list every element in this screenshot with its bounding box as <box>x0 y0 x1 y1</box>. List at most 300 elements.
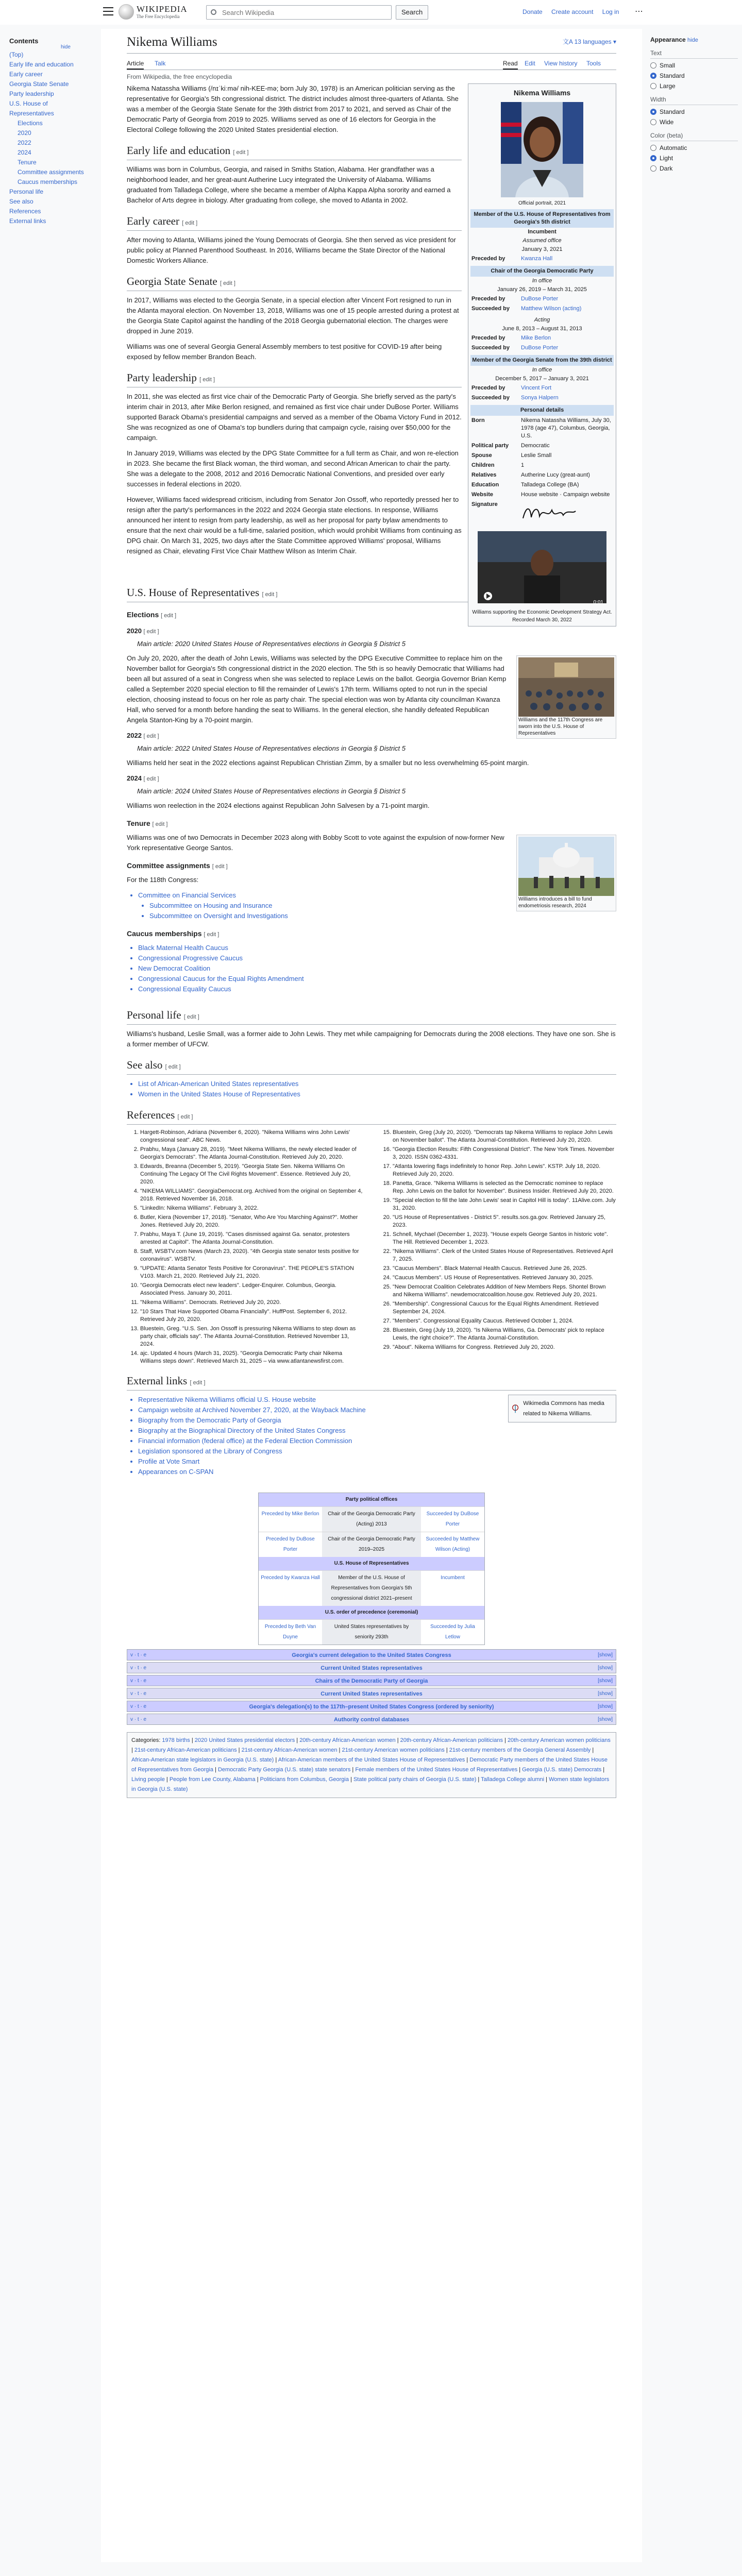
navbox-vte-links[interactable]: v · t · e <box>130 1691 147 1697</box>
chair-in-office: In office <box>532 278 552 284</box>
see-also-item[interactable]: • List of African-American United States representatives <box>138 1079 616 1089</box>
video-caption: Williams supporting the Economic Development Strategy Act. Recorded March 30, 2022 <box>472 609 612 623</box>
navbox <box>127 1714 616 1725</box>
party-paragraph-3: However, Williams faced widespread criticism, including from Senator Jon Ossoff, who reportedly pressed her to resign after the party's performances in the 2022 and 2024 Georgia state elections. In response, Williams announced her intent to resign from party leadership, as well as her proposal for party bylaw amendments to ensure that the next chair would be a full-time, salaried position, which would prohibit Williams from continuing as DPG chair. On March 31, 2025, two days after the State Committee approved Williams' proposal, Williams resigned as Chair, elevating First Vice Chair Matthew Wilson as Interim Chair. <box>127 496 462 555</box>
heading-2020 <box>127 626 616 637</box>
external-link-item[interactable]: • Biography at the Biographical Directory of the United States Congress <box>138 1426 616 1436</box>
interim-succeeded-value[interactable]: DuBose Porter <box>521 345 559 351</box>
edit-link[interactable]: [ edit ] <box>199 377 215 383</box>
reference-item: 15. Bluestein, Greg (July 20, 2020). "Democrats tap Nikema Williams to replace John Lewis on November ballot". The Atlanta Journal-Constitution. Retrieved July 20, 2020. <box>393 1129 616 1144</box>
succession-row <box>259 1570 484 1606</box>
heading-text: Early life and education <box>127 144 231 157</box>
heading-text: Georgia State Senate <box>127 275 217 287</box>
category-link[interactable]: 2020 United States presidential electors <box>194 1737 295 1743</box>
heading-personal-life <box>127 1010 616 1025</box>
navbox-show-toggle[interactable]: [show] <box>598 1717 613 1722</box>
committee-intro: For the 118th Congress: <box>127 876 199 884</box>
chair-succeeded-value[interactable]: Matthew Wilson (acting) <box>521 306 582 312</box>
edit-link[interactable]: [ edit ] <box>220 280 235 286</box>
toc-item[interactable]: Early life and education <box>9 61 74 68</box>
category-link[interactable]: African-American members of the United States House of Representatives <box>278 1757 465 1763</box>
category-link[interactable]: State political party chairs of Georgia (U.S. state) <box>353 1776 477 1783</box>
navbox-show-toggle[interactable]: [show] <box>598 1665 613 1671</box>
senate-paragraph-1: In 2017, Williams was elected to the Georgia Senate, in a special election after Vincent Fort resigned to run in the Atlanta mayoral election. On November 13, 2018, Williams was one of 15 people arrested during a protest at the Georgia State Capitol against the handling of the 2018 Georgia gubernatorial election. The charges were dropped in June 2019. <box>127 296 459 335</box>
preceded-label: Preceded by <box>471 256 505 262</box>
chair-succeeded-row <box>470 304 614 314</box>
infobox-row-label: Relatives <box>471 472 497 478</box>
succession-office: United States representatives by seniority 293th <box>322 1620 421 1645</box>
navboxes <box>127 1649 616 1725</box>
navbox-vte-links[interactable]: v · t · e <box>130 1665 147 1671</box>
heading-see-also <box>127 1060 616 1075</box>
personal-life-paragraph: Williams's husband, Leslie Small, was a former aide to John Lewis. They met while campaigning for Democrats during the 2008 elections. They have one son. She is a former member of UFCW. <box>127 1030 616 1048</box>
intro-paragraph: Nikema Natassha Williams (/nɪˈkiːmə/ nih-KEE-mə; born July 30, 1978) is an American politician serving as the representative for Georgia's 5th congressional district. The district includes almost three-quarters of Atlanta. She was a member of the Georgia State Senate for the 39th district from 2017 to 2021, and served as Chair of the Democratic Party of Georgia from 2019 to 2025. Williams served as one of 16 electors for Georgia in the Electoral College following the 2020 United States presidential election. <box>127 84 459 133</box>
elections-2024-paragraph: Williams won reelection in the 2024 elections against Republican John Salvesen by a 71-point margin. <box>127 802 430 809</box>
tab-read[interactable]: Read <box>503 60 518 70</box>
succession-row <box>259 1619 484 1645</box>
tab-article[interactable]: Article <box>127 60 144 70</box>
heading-text: U.S. House of Representatives <box>127 586 260 599</box>
radio-button[interactable] <box>650 73 656 79</box>
radio-option[interactable] <box>650 108 738 115</box>
personal-tools <box>515 8 619 15</box>
reference-item: 22. "Nikema Williams". Clerk of the United States House of Representatives. Retrieved April 7, 2025. <box>393 1248 616 1263</box>
interim-preceded-value[interactable]: Mike Berlon <box>521 335 551 341</box>
category-link[interactable]: 21st-century members of the Georgia General Assembly <box>449 1747 591 1753</box>
radio-button[interactable] <box>650 62 656 69</box>
wikipedia-globe-logo[interactable] <box>119 4 134 20</box>
appearance-hide-button[interactable]: hide <box>687 37 698 43</box>
color-options <box>650 144 738 172</box>
create-account-link[interactable]: Create account <box>551 8 594 15</box>
edit-link[interactable]: [ edit ] <box>143 733 159 739</box>
reference-item: 10. "Georgia Democrats elect new leaders". Ledger-Enquirer. Columbus, Georgia. Associated Press. January 30, 2011. <box>140 1282 364 1297</box>
infobox-row-value: Nikema Natassha Williams, July 30, 1978 (age 47), Columbus, Georgia, U.S. <box>521 417 611 439</box>
toc-item[interactable]: External links <box>9 217 46 225</box>
width-options <box>650 108 738 126</box>
toc-item[interactable]: Tenure <box>18 159 37 166</box>
preceded-label: Preceded by <box>471 385 505 391</box>
category-list: 1978 births | 2020 United States presidential electors | 20th-century African-American women | 20th-century African-American politicians | 20th-century American women politicians | 21st-century African-American politicians | 21st-century African-American women | 21st-century American women politicians | 21st-century members of the Georgia General Assembly | African-American state legislators in Georgia (U.S. state) | African-American members of the United States House of Representatives | Democratic Party members of the United States House of Representatives from Georgia | Democratic Party Georgia (U.S. state) state senators | Female members of the United States House of Representatives | Georgia (U.S. state) Democrats | Living people | People from Lee County, Alabama | Politicians from Columbus, Georgia | State political party chairs of Georgia (U.S. state) | Talladega College alumni | Women state legislators in Georgia (U.S. state) <box>131 1737 611 1792</box>
see-also-list <box>127 1079 616 1099</box>
category-links <box>127 1732 616 1798</box>
edit-link[interactable]: [ edit ] <box>212 863 228 870</box>
heading-text: 2024 <box>127 774 142 782</box>
category-link[interactable]: Female members of the United States House of Representatives <box>355 1767 518 1773</box>
radio-label: Standard <box>660 72 685 79</box>
heading-text: External links <box>127 1375 188 1387</box>
external-link-item[interactable]: • Biography from the Democratic Party of Georgia <box>138 1415 616 1426</box>
preceded-row <box>470 254 614 264</box>
reference-item: 8. Staff, WSBTV.com News (March 23, 2020). "4th Georgia state senator tests positive for coronavirus". WSBTV. <box>140 1248 364 1263</box>
heading-early-life <box>127 145 462 160</box>
succession-office: Member of the U.S. House of Representatives from Georgia's 5th congressional district 2021–present <box>322 1571 421 1606</box>
category-link[interactable]: Women state legislators in Georgia (U.S. state) <box>131 1776 610 1792</box>
tab-tools[interactable]: Tools <box>586 60 601 67</box>
toc-item[interactable]: 2020 <box>18 129 31 137</box>
more-options-icon[interactable]: ⋯ <box>635 7 643 16</box>
caucus-item[interactable]: • Congressional Progressive Caucus <box>138 953 616 963</box>
navbox-vte-links[interactable]: v · t · e <box>130 1717 147 1722</box>
external-link-item[interactable]: • Appearances on C-SPAN <box>138 1467 616 1477</box>
category-link[interactable]: Georgia (U.S. state) Democrats <box>522 1767 602 1773</box>
committee-item[interactable]: • Subcommittee on Oversight and Investigations <box>149 911 616 921</box>
category-link[interactable]: Living people <box>131 1776 165 1783</box>
video-frame[interactable] <box>470 531 614 624</box>
title-row <box>127 33 616 54</box>
toc-list <box>9 50 87 226</box>
infobox-row <box>470 470 614 480</box>
heading-text: Tenure <box>127 819 150 827</box>
text-size-label: Text <box>650 49 738 59</box>
toc-item[interactable]: Personal life <box>9 188 44 195</box>
assumed-office-label: Assumed office <box>522 238 562 244</box>
succession-header: Party political offices <box>259 1493 484 1506</box>
radio-option[interactable] <box>650 165 738 172</box>
infobox-row <box>470 451 614 461</box>
infobox-row-value: House website · Campaign website <box>521 492 610 498</box>
navbox <box>127 1675 616 1686</box>
reference-item: 23. "Caucus Members". Black Maternal Health Caucus. Retrieved June 26, 2025. <box>393 1265 616 1273</box>
heading-text: Party leadership <box>127 371 197 384</box>
portrait-caption: Official portrait, 2021 <box>518 200 566 206</box>
infobox-row-value: Talladega College (BA) <box>521 482 579 488</box>
navbox-title[interactable]: Current United States representatives <box>321 1665 423 1671</box>
portrait-illustration <box>501 102 583 197</box>
category-link[interactable]: Politicians from Columbus, Georgia <box>260 1776 349 1783</box>
category-link[interactable]: 1978 births <box>162 1737 190 1743</box>
toc-item[interactable]: References <box>9 208 41 215</box>
senate-succeeded-row <box>470 393 614 403</box>
radio-button[interactable] <box>650 109 656 115</box>
succession-succeeded[interactable]: Succeeded by Matthew Wilson (Acting) <box>426 1536 480 1552</box>
chair-preceded-value[interactable]: DuBose Porter <box>521 296 559 302</box>
reference-item: 4. "NIKEMA WILLIAMS". GeorgiaDemocrat.org. Archived from the original on September 4, 2018. Retrieved November 16, 2018. <box>140 1188 364 1203</box>
reference-items <box>127 1129 616 1365</box>
hatnote-2022: Main article: 2022 United States House of Representatives elections in Georgia § District 5 <box>137 744 406 752</box>
signature-image[interactable] <box>521 501 578 527</box>
text-size-options <box>650 62 738 90</box>
category-link[interactable]: Democratic Party members of the United States House of Representatives from Georgia <box>131 1757 608 1773</box>
early-life-paragraph: Williams was born in Columbus, Georgia, and raised in Smiths Station, Alabama. Her grandfather was a neighborhood leader, and her great-aunt Autherine Lucy integrated the University of Alabama. Williams graduated from Talladega College, where she became a member of Alpha Kappa Alpha sorority and earned a Bachelor of Arts degree in biology. After graduating from college, she moved to Atlanta in 2002. <box>127 165 451 204</box>
heading-text: See also <box>127 1059 163 1071</box>
navbox-vte-links[interactable]: v · t · e <box>130 1704 147 1709</box>
translate-icon: 文A <box>562 38 575 45</box>
heading-external-links <box>127 1376 616 1391</box>
color-label: Color (beta) <box>650 132 738 141</box>
signature-label: Signature <box>471 501 498 507</box>
radio-option[interactable] <box>650 155 738 162</box>
radio-label: Light <box>660 155 673 162</box>
early-career-paragraph: After moving to Atlanta, Williams joined the Young Democrats of Georgia. She then served as vice president for public policy at Planned Parenthood Southeast. In 2016, Williams became the State Director of the National Domestic Workers Alliance. <box>127 236 456 264</box>
infobox-row-label: Spouse <box>471 452 492 459</box>
edit-link[interactable]: [ edit ] <box>190 1380 206 1386</box>
main-content <box>101 29 642 2562</box>
radio-label: Large <box>660 82 676 90</box>
navbox-title[interactable]: Chairs of the Democratic Party of Georgia <box>315 1678 428 1684</box>
succession-preceded[interactable]: Preceded by Beth Van Duyne <box>264 1624 316 1640</box>
succeeded-label: Succeeded by <box>471 306 510 312</box>
category-link[interactable]: 20th-century African-American women <box>299 1737 396 1743</box>
preceded-value[interactable]: Kwanza Hall <box>521 256 553 262</box>
wikipedia-wordmark[interactable]: WIKIPEDIA <box>137 4 188 14</box>
reference-item: 28. Bluestein, Greg (July 19, 2020). "Is Nikema Williams, Ga. Democrats' pick to replace Lewis, the right choice?". The Atlanta Journal-Constitution. <box>393 1327 616 1342</box>
external-link-item[interactable]: • Profile at Vote Smart <box>138 1456 616 1467</box>
tab-talk[interactable]: Talk <box>155 60 166 67</box>
reference-item: 25. "New Democrat Coalition Celebrates Addition of New Members Reps. Shontel Brown and Nikema Williams". newdemocratcoalition.house.gov. Retrieved July 20, 2021. <box>393 1283 616 1299</box>
toc-item[interactable]: U.S. House of Representatives <box>9 100 54 117</box>
category-link[interactable]: African-American state legislators in Georgia (U.S. state) <box>131 1757 274 1763</box>
navbox-title[interactable]: Current United States representatives <box>321 1691 423 1697</box>
toc-item[interactable]: Early career <box>9 71 43 78</box>
infobox-row-label: Born <box>471 417 485 423</box>
category-link[interactable]: 21st-century American women politicians <box>342 1747 445 1753</box>
reference-item: 1. Hargett-Robinson, Adriana (November 6, 2020). "Nikema Williams wins John Lewis' congressional seat". ABC News. <box>140 1129 364 1144</box>
committee-item[interactable]: • Committee on Financial Services <box>138 890 616 901</box>
tab-edit[interactable]: Edit <box>525 60 535 67</box>
radio-button[interactable] <box>650 119 656 125</box>
heading-text: Elections <box>127 611 159 619</box>
external-link-item[interactable]: • Representative Nikema Williams official U.S. House website <box>138 1395 616 1405</box>
edit-link[interactable]: [ edit ] <box>177 1114 193 1120</box>
figure-endometriosis-bill <box>516 835 616 911</box>
infobox-row <box>470 416 614 441</box>
succeeded-label: Succeeded by <box>471 345 510 351</box>
edit-link[interactable]: [ edit ] <box>161 613 177 619</box>
radio-button[interactable] <box>650 165 656 172</box>
reference-item: 14. ajc. Updated 4 hours (March 31, 2025). "Georgia Democratic Party chair Nikema Williams steps down". Retrieved March 31, 2025 – via www.atlantanewsfirst.com. <box>140 1350 364 1365</box>
reference-item: 11. "Nikema Williams". Democrats. Retrieved July 20, 2020. <box>140 1299 364 1307</box>
hatnote-2020: Main article: 2020 United States House of Representatives elections in Georgia § District 5 <box>137 640 406 648</box>
reference-item: 6. Butler, Kiera (November 17, 2018). "Senator, Who Are You Marching Against?". Mother Jones. Retrieved July 20, 2020. <box>140 1214 364 1229</box>
radio-option[interactable] <box>650 62 738 69</box>
external-link-item[interactable]: • Legislation sponsored at the Library of Congress <box>138 1446 616 1456</box>
tab-view-history[interactable]: View history <box>544 60 578 67</box>
category-link[interactable]: 21st-century African-American politicians <box>134 1747 237 1753</box>
toc-item[interactable]: Georgia State Senate <box>9 80 69 88</box>
heading-text: Committee assignments <box>127 861 210 870</box>
toc-item[interactable]: 2024 <box>18 149 31 156</box>
heading-caucuses <box>127 928 616 940</box>
reference-item: 29. "About". Nikema Williams for Congress. Retrieved July 20, 2020. <box>393 1344 616 1351</box>
heading-references <box>127 1110 616 1125</box>
senate-preceded-value[interactable]: Vincent Fort <box>521 385 552 391</box>
category-link[interactable]: People from Lee County, Alabama <box>169 1776 256 1783</box>
radio-option[interactable] <box>650 144 738 151</box>
caucus-item[interactable]: • New Democrat Coalition <box>138 963 616 974</box>
search-icon <box>211 9 216 15</box>
reference-item: 9. "UPDATE: Atlanta Senator Tests Positive for Coronavirus". THE PEOPLE'S STATION V103. March 21, 2020. Retrieved July 21, 2020. <box>140 1265 364 1280</box>
caucus-item[interactable]: • Black Maternal Health Caucus <box>138 943 616 953</box>
radio-option[interactable] <box>650 72 738 79</box>
navbox <box>127 1649 616 1660</box>
infobox-row <box>470 490 614 500</box>
edit-link[interactable]: [ edit ] <box>183 1014 199 1020</box>
succession-succeeded[interactable]: Succeeded by Julia Letlow <box>430 1624 475 1640</box>
chair-dates: January 26, 2019 – March 31, 2025 <box>497 286 587 293</box>
navbox <box>127 1688 616 1699</box>
senate-in-office: In office <box>532 367 552 373</box>
party-paragraph-1: In 2011, she was elected as first vice chair of the Democratic Party of Georgia. She briefly served as the party's interim chair in 2013, after Mike Berlon resigned, and remained as first vice chair under DuBose Porter. Williams supported Barack Obama's presidential campaigns and served as a member of the Obama Victory Fund in 2012. She was recognized as one of Obama's top bundlers during that campaign cycle, raising over $50,000 for the campaign. <box>127 393 462 442</box>
interim-dates: June 8, 2013 – August 31, 2013 <box>502 326 582 332</box>
reference-item: 16. "Georgia Election Results: Fifth Congressional District". The New York Times. November 3, 2020. ISSN 0362-4331. <box>393 1146 616 1161</box>
toc-item[interactable]: 2022 <box>18 139 31 146</box>
infobox <box>468 83 616 626</box>
toc-item[interactable]: Caucus memberships <box>18 178 78 185</box>
commons-text: Wikimedia Commons has media related to Nikema Williams. <box>523 1400 604 1417</box>
radio-button[interactable] <box>650 145 656 151</box>
category-link[interactable]: 20th-century American women politicians <box>507 1737 611 1743</box>
radio-option[interactable] <box>650 118 738 126</box>
navbox-show-toggle[interactable]: [show] <box>598 1691 613 1697</box>
toc-title: Contents <box>9 37 39 45</box>
category-link[interactable]: 20th-century African-American politicians <box>400 1737 503 1743</box>
search-input[interactable] <box>221 7 386 18</box>
succession-row <box>259 1532 484 1557</box>
radio-button[interactable] <box>650 155 656 161</box>
infobox-row-label: Education <box>471 482 499 488</box>
navbox-title[interactable]: Authority control databases <box>333 1717 410 1723</box>
main-menu-icon[interactable] <box>103 7 113 15</box>
commons-box <box>508 1395 616 1422</box>
signature-scribble <box>521 504 578 521</box>
succession-box <box>258 1493 485 1645</box>
caucus-item[interactable]: • Congressional Caucus for the Equal Rights Amendment <box>138 974 616 984</box>
video-thumbnail <box>478 531 606 603</box>
toc-item[interactable]: Committee assignments <box>18 168 84 176</box>
navbox-title[interactable]: Georgia's delegation(s) to the 117th–present United States Congress (ordered by seniority) <box>249 1704 494 1710</box>
edit-link[interactable]: [ edit ] <box>165 1064 181 1070</box>
elections-2022-paragraph: Williams held her seat in the 2022 elections against Republican Christian Zimm, by a smaller but no less overwhelming 65-point margin. <box>127 759 529 767</box>
endometriosis-bill-image[interactable] <box>518 837 614 896</box>
heading-tenure <box>127 818 616 829</box>
toc-item[interactable]: (Top) <box>9 51 24 58</box>
tenure-paragraph: Williams was one of two Democrats in December 2023 along with Bobby Scott to vote against the expulsion of now-former New York representative George Santos. <box>127 834 504 852</box>
radio-label: Wide <box>660 118 674 126</box>
preceded-label: Preceded by <box>471 296 505 302</box>
chair-preceded-row <box>470 294 614 304</box>
navbox-show-toggle[interactable]: [show] <box>598 1704 613 1709</box>
reference-item: 17. "Atlanta lowering flags indefinitely to honor Rep. John Lewis". KSTP. July 18, 2020. Retrieved July 20, 2020. <box>393 1163 616 1178</box>
infobox-row <box>470 441 614 451</box>
succession-row <box>259 1506 484 1532</box>
width-label: Width <box>650 96 738 105</box>
capitol-illustration <box>518 837 614 896</box>
reference-item: 19. "Special election to fill the late John Lewis' seat in Capitol Hill is today". 11Alive.com. July 31, 2020. <box>393 1197 616 1212</box>
radio-label: Automatic <box>660 144 687 151</box>
personal-details <box>470 416 614 500</box>
external-link-item[interactable]: • Campaign website at Archived November 27, 2020, at the Wayback Machine <box>138 1405 616 1415</box>
succession-preceded[interactable]: Preceded by Kwanza Hall <box>261 1575 320 1581</box>
navbox-title[interactable]: Georgia's current delegation to the United States Congress <box>292 1652 451 1658</box>
commons-logo-icon <box>512 1401 519 1416</box>
heading-party-leadership <box>127 372 462 387</box>
edit-link[interactable]: [ edit ] <box>143 629 159 635</box>
succession-succeeded[interactable]: Incumbent <box>441 1575 465 1581</box>
endometriosis-bill-caption: Williams introduces a bill to fund endometriosis research, 2024 <box>518 896 592 909</box>
reference-item: 3. Edwards, Breanna (December 5, 2019). "Georgia State Sen. Nikema Williams On Continuing The Legacy Of The Civil Rights Movement". Essence. Retrieved July 20, 2020. <box>140 1163 364 1186</box>
assumed-office-date: January 3, 2021 <box>521 246 563 252</box>
navbox-show-toggle[interactable]: [show] <box>598 1652 613 1658</box>
navbox <box>127 1701 616 1712</box>
succession-succeeded[interactable]: Succeeded by DuBose Porter <box>426 1511 479 1527</box>
appearance-panel <box>650 36 738 175</box>
committee-item[interactable]: • Subcommittee on Housing and Insurance <box>149 901 616 911</box>
caucus-item[interactable]: • Congressional Equality Caucus <box>138 984 616 994</box>
article-body <box>127 83 616 1798</box>
toc-item[interactable]: See also <box>9 198 33 205</box>
official-portrait-image[interactable] <box>501 102 583 197</box>
log-in-link[interactable]: Log in <box>602 8 619 15</box>
interim-succeeded-row <box>470 343 614 353</box>
category-link[interactable]: Talladega College alumni <box>481 1776 545 1783</box>
edit-link[interactable]: [ edit ] <box>233 149 249 156</box>
interim-label: Acting <box>534 317 550 323</box>
reference-item: 13. Bluestein, Greg. "U.S. Sen. Jon Ossoff is pressuring Nikema Williams to step down as party chair, officials say". The Atlanta Journal-Constitution. Retrieved November 13, 2024. <box>140 1325 364 1348</box>
reference-item: 27. "Members". Congressional Equality Caucus. Retrieved October 1, 2024. <box>393 1317 616 1325</box>
navbox-show-toggle[interactable]: [show] <box>598 1678 613 1684</box>
reference-list <box>127 1129 616 1365</box>
infobox-name: Nikema Williams <box>513 89 571 97</box>
succession-preceded[interactable]: Preceded by Mike Berlon <box>261 1511 319 1517</box>
reference-item: 5. "LinkedIn: Nikema Williams". February 3, 2022. <box>140 1205 364 1212</box>
edit-link[interactable]: [ edit ] <box>204 931 220 938</box>
signature-row <box>470 500 614 528</box>
language-count: 13 languages <box>574 38 612 45</box>
search-box <box>206 5 392 20</box>
site-header <box>0 0 742 25</box>
succession-header: U.S. order of precedence (ceremonial) <box>259 1606 484 1619</box>
sworn-in-caption: Williams and the 117th Congress are sworn into the U.S. House of Representatives <box>518 717 603 736</box>
sworn-in-image[interactable] <box>518 657 614 717</box>
navbox-vte-links[interactable]: v · t · e <box>130 1652 147 1658</box>
reference-item: 24. "Caucus Members". US House of Representatives. Retrieved January 30, 2025. <box>393 1274 616 1282</box>
appearance-title <box>650 36 738 43</box>
incumbent-label: Incumbent <box>528 229 556 235</box>
elections-2020-paragraph: On July 20, 2020, after the death of John Lewis, Williams was selected by the DPG Executive Committee to replace him on the November ballot for Georgia's 5th congressional district in the 2020 election. The 5th is so heavily Democratic that Williams had been all but assured of a seat in Congress when she was selected to replace Lewis on the ballot. Georgia Governor Brian Kemp called a September 2020 special election to fill the remainder of Lewis's 17th term. Williams opted to not run in the special election, choosing instead to focus on her role as party chair. The special election was won by Atlanta city councilman Kwanza Hall, who served for a month before handing the seat to Williams. In the general election, she handily defeated Republican Angela Stanton-King by a 70-point margin. <box>127 654 507 724</box>
radio-button[interactable] <box>650 83 656 89</box>
heading-text: 2022 <box>127 732 142 739</box>
radio-option[interactable] <box>650 82 738 90</box>
house-chamber-illustration <box>518 657 614 717</box>
search-button[interactable]: Search <box>396 5 428 20</box>
edit-link[interactable]: [ edit ] <box>182 220 198 226</box>
category-link[interactable]: Democratic Party Georgia (U.S. state) state senators <box>217 1767 351 1773</box>
caucus-list <box>127 943 616 994</box>
succession-preceded[interactable]: Preceded by DuBose Porter <box>266 1536 315 1552</box>
see-also-item[interactable]: • Women in the United States House of Representatives <box>138 1089 616 1099</box>
category-link[interactable]: 21st-century African-American women <box>241 1747 338 1753</box>
external-link-item[interactable]: • Financial information (federal office) at the Federal Election Commission <box>138 1436 616 1446</box>
office-header: Member of the U.S. House of Representatives from Georgia's 5th district <box>470 209 614 228</box>
toc-item[interactable]: Party leadership <box>9 90 54 97</box>
chair-header: Chair of the Georgia Democratic Party <box>470 266 614 277</box>
navbox-vte-links[interactable]: v · t · e <box>130 1678 147 1684</box>
reference-item: 21. Schnell, Mychael (December 1, 2023). "House expels George Santos in historic vote". The Hill. Retrieved December 1, 2023. <box>393 1231 616 1246</box>
toc-item[interactable]: Elections <box>18 120 43 127</box>
language-button[interactable] <box>563 37 616 46</box>
toc-hide-button[interactable]: hide <box>61 44 71 50</box>
succession-office: Chair of the Georgia Democratic Party 2019–2025 <box>322 1532 421 1557</box>
edit-link[interactable]: [ edit ] <box>152 821 168 827</box>
infobox-row-label: Political party <box>471 443 509 449</box>
edit-link[interactable]: [ edit ] <box>262 591 278 598</box>
senate-succeeded-value[interactable]: Sonya Halpern <box>521 395 559 401</box>
donate-link[interactable]: Donate <box>522 8 543 15</box>
reference-item: 2. Prabhu, Maya (January 28, 2019). "Meet Nikema Williams, the newly elected leader of Georgia's Democrats". The Atlanta Journal-Constitution. Retrieved July 20, 2020. <box>140 1146 364 1161</box>
edit-link[interactable]: [ edit ] <box>143 776 159 782</box>
hatnote-2024: Main article: 2024 United States House of Representatives elections in Georgia § District 5 <box>137 787 406 795</box>
